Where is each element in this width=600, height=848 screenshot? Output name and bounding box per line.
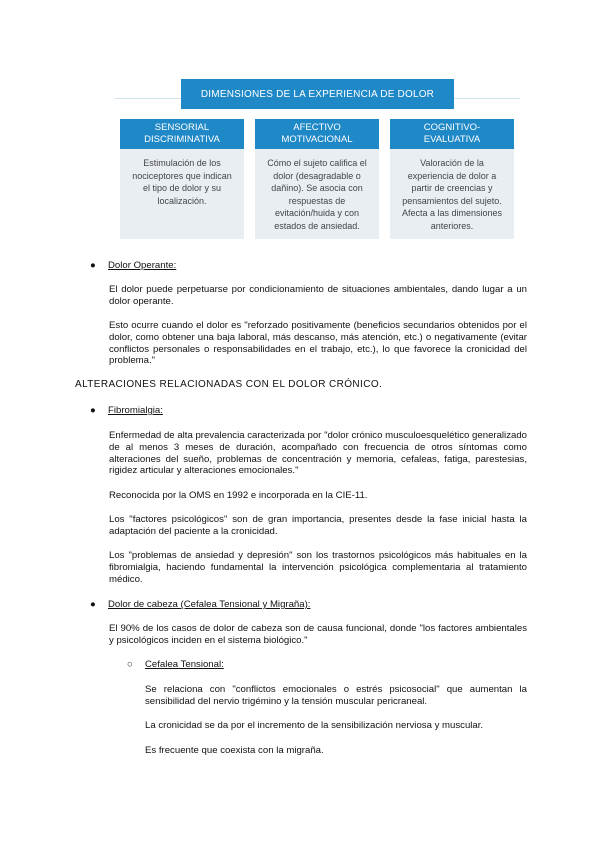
paragraph: Se relaciona con "conflictos emocionales o estrés psicosocial" que aumentan la sensibilidad del nervio trigémino y la tensión muscular pericraneal. bbox=[145, 684, 527, 707]
pain-dimensions-diagram bbox=[115, 79, 520, 239]
bullet-label: Dolor Operante: bbox=[108, 260, 177, 271]
paragraph: El 90% de los casos de dolor de cabeza son de causa funcional, donde "los factores ambientales y psicológicos inciden en el sistema biológico." bbox=[109, 623, 527, 646]
paragraph: El dolor puede perpetuarse por condicionamiento de situaciones ambientales, dando lugar a un dolor operante. bbox=[109, 284, 527, 307]
diagram-title: DIMENSIONES DE LA EXPERIENCIA DE DOLOR bbox=[181, 79, 454, 109]
paragraph: Es frecuente que coexista con la migraña. bbox=[145, 745, 324, 756]
dimension-box-text: Estimulación de los nociceptores que indican el tipo de dolor y su localización. bbox=[132, 158, 232, 206]
bullet-dot: ● bbox=[90, 599, 96, 610]
dimension-box-sensorial bbox=[120, 119, 244, 239]
bullet-dot: ● bbox=[90, 260, 96, 271]
paragraph: Esto ocurre cuando el dolor es "reforzado positivamente (beneficios secundarios obtenidos por el dolor, como obtener una baja laboral, más descanso, más atención, etc.) o negativamente (evitar conflictos personales o responsabilidades en el trabajo, etc.), lo que favorece la cronicidad del problema." bbox=[109, 320, 527, 367]
bullet-dot: ● bbox=[90, 405, 96, 416]
dimension-box-afectivo bbox=[255, 119, 379, 239]
dimension-box-header: COGNITIVO-EVALUATIVA bbox=[390, 119, 514, 149]
dimension-box-header: SENSORIAL DISCRIMINATIVA bbox=[120, 119, 244, 149]
dimension-box-text: Cómo el sujeto califica el dolor (desagradable o dañino). Se asocia con respuestas de evitación/huida y con estados de ansiedad. bbox=[267, 158, 367, 231]
bullet-label: Fibromialgia: bbox=[108, 405, 163, 416]
paragraph: Los "factores psicológicos" son de gran importancia, presentes desde la fase inicial hasta la adaptación del paciente a la cronicidad. bbox=[109, 514, 527, 537]
sub-bullet-circle: ○ bbox=[127, 659, 133, 670]
paragraph: La cronicidad se da por el incremento de la sensibilización nerviosa y muscular. bbox=[145, 720, 484, 731]
dimension-box-header: AFECTIVO MOTIVACIONAL bbox=[255, 119, 379, 149]
paragraph: Los "problemas de ansiedad y depresión" son los trastornos psicológicos más habituales en la fibromialgia, haciendo fundamental la intervención psicológica complementaria al tratamiento médico. bbox=[109, 550, 527, 585]
paragraph: Reconocida por la OMS en 1992 e incorporada en la CIE-11. bbox=[109, 490, 368, 501]
bullet-label: Dolor de cabeza (Cefalea Tensional y Migraña): bbox=[108, 599, 311, 610]
dimension-box-text: Valoración de la experiencia de dolor a partir de creencias y pensamientos del sujeto. Afecta a las dimensiones anteriores. bbox=[401, 158, 503, 231]
section-heading: ALTERACIONES RELACIONADAS CON EL DOLOR CRÓNICO. bbox=[75, 379, 383, 390]
sub-bullet-label: Cefalea Tensional: bbox=[145, 659, 224, 670]
paragraph: Enfermedad de alta prevalencia caracterizada por "dolor crónico musculoesquelético generalizado de al menos 3 meses de duración, acompañado con frecuencia de otros síntomas como alteraciones del sueño, problemas de concentración y memoria, cefaleas, fatiga, parestesias, rigidez articular y alteraciones emocionales." bbox=[109, 430, 527, 477]
dimension-box-cognitivo bbox=[390, 119, 514, 239]
